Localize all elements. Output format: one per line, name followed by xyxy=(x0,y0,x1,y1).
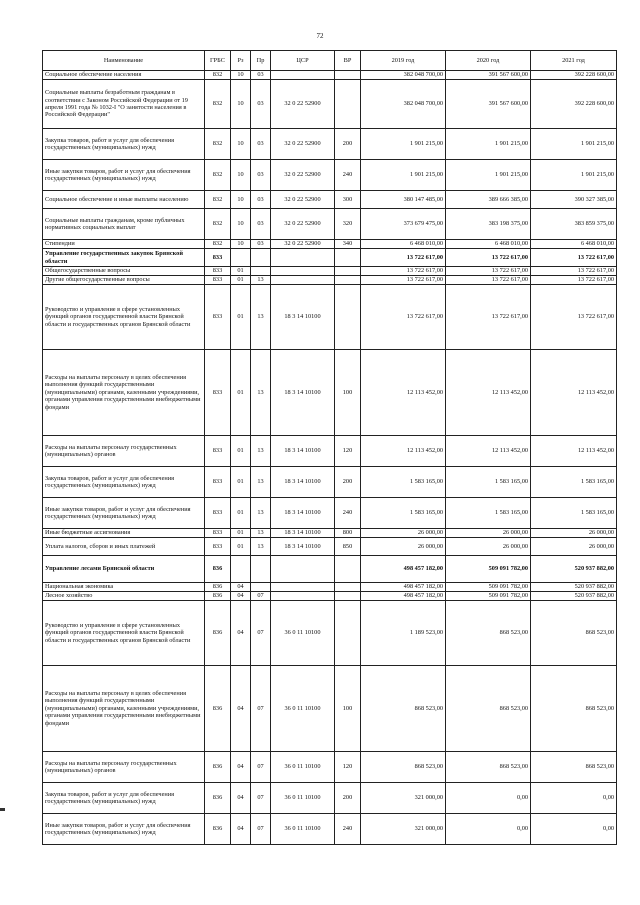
row-2021: 1 901 215,00 xyxy=(531,160,617,191)
table-row xyxy=(43,436,617,467)
row-csr: 18 3 14 10100 xyxy=(271,436,335,467)
row-pr: 03 xyxy=(251,209,271,240)
row-rz: 01 xyxy=(231,436,251,467)
row-csr xyxy=(271,276,335,285)
row-2020: 391 567 600,00 xyxy=(446,80,531,129)
row-vr: 320 xyxy=(335,209,361,240)
row-rz xyxy=(231,249,251,267)
table-row xyxy=(43,267,617,276)
row-csr: 36 0 11 10100 xyxy=(271,814,335,845)
row-pr: 03 xyxy=(251,71,271,80)
row-name: Социальное обеспечение и иные выплаты населению xyxy=(43,191,205,209)
row-grbs: 833 xyxy=(205,467,231,498)
header-2019: 2019 год xyxy=(361,51,446,71)
row-rz: 10 xyxy=(231,80,251,129)
table-row xyxy=(43,129,617,160)
row-grbs: 836 xyxy=(205,592,231,601)
row-pr: 03 xyxy=(251,160,271,191)
row-grbs: 836 xyxy=(205,583,231,592)
row-2020: 391 567 600,00 xyxy=(446,71,531,80)
row-rz: 10 xyxy=(231,209,251,240)
row-pr xyxy=(251,267,271,276)
row-rz: 01 xyxy=(231,529,251,538)
row-2021: 13 722 617,00 xyxy=(531,285,617,350)
row-vr xyxy=(335,285,361,350)
row-grbs: 833 xyxy=(205,249,231,267)
row-rz: 01 xyxy=(231,285,251,350)
row-name: Иные бюджетные ассигнования xyxy=(43,529,205,538)
row-grbs: 832 xyxy=(205,80,231,129)
row-name: Закупка товаров, работ и услуг для обеспечения государственных (муниципальных) нужд xyxy=(43,783,205,814)
row-2020: 13 722 617,00 xyxy=(446,276,531,285)
row-2019: 382 048 700,00 xyxy=(361,80,446,129)
row-2020: 1 901 215,00 xyxy=(446,160,531,191)
row-name: Расходы на выплаты персоналу в целях обеспечения выполнения функций государственными (муниципальными) органами, казенными учреждениями, органами управления государственными внебюджетными фондами xyxy=(43,350,205,436)
table-row xyxy=(43,601,617,666)
row-csr: 18 3 14 10100 xyxy=(271,498,335,529)
row-2019: 12 113 452,00 xyxy=(361,350,446,436)
row-2019: 26 000,00 xyxy=(361,538,446,556)
row-grbs: 833 xyxy=(205,350,231,436)
row-pr: 13 xyxy=(251,276,271,285)
row-2019: 498 457 182,00 xyxy=(361,583,446,592)
row-rz: 10 xyxy=(231,160,251,191)
row-csr: 32 0 22 52900 xyxy=(271,209,335,240)
table-row xyxy=(43,276,617,285)
table-row xyxy=(43,160,617,191)
row-vr: 240 xyxy=(335,160,361,191)
row-grbs: 833 xyxy=(205,538,231,556)
row-2019: 1 189 523,00 xyxy=(361,601,446,666)
row-name: Расходы на выплаты персоналу в целях обеспечения выполнения функций государственными (муниципальными) органами, казенными учреждениями, органами управления государственными внебюджетными фондами xyxy=(43,666,205,752)
row-rz: 01 xyxy=(231,276,251,285)
row-2020: 868 523,00 xyxy=(446,666,531,752)
scan-mark xyxy=(0,808,5,811)
row-csr: 36 0 11 10100 xyxy=(271,666,335,752)
row-csr: 32 0 22 52900 xyxy=(271,160,335,191)
row-pr: 07 xyxy=(251,601,271,666)
row-vr: 200 xyxy=(335,783,361,814)
row-vr xyxy=(335,601,361,666)
header-csr: ЦСР xyxy=(271,51,335,71)
row-grbs: 836 xyxy=(205,814,231,845)
row-name: Иные закупки товаров, работ и услуг для обеспечения государственных (муниципальных) нужд xyxy=(43,498,205,529)
row-pr: 03 xyxy=(251,80,271,129)
row-2019: 12 113 452,00 xyxy=(361,436,446,467)
row-2019: 1 901 215,00 xyxy=(361,160,446,191)
row-2020: 26 000,00 xyxy=(446,529,531,538)
table-header-row xyxy=(43,51,617,71)
table-row xyxy=(43,583,617,592)
page-number: 72 xyxy=(316,32,324,40)
row-2021: 868 523,00 xyxy=(531,666,617,752)
row-grbs: 836 xyxy=(205,556,231,583)
row-grbs: 832 xyxy=(205,71,231,80)
row-pr: 13 xyxy=(251,467,271,498)
row-2021: 520 937 882,00 xyxy=(531,583,617,592)
row-grbs: 833 xyxy=(205,285,231,350)
row-2020: 13 722 617,00 xyxy=(446,249,531,267)
row-rz: 04 xyxy=(231,583,251,592)
row-2020: 0,00 xyxy=(446,783,531,814)
row-2021: 6 468 010,00 xyxy=(531,240,617,249)
row-csr: 36 0 11 10100 xyxy=(271,601,335,666)
row-vr: 300 xyxy=(335,191,361,209)
row-rz xyxy=(231,556,251,583)
row-csr xyxy=(271,556,335,583)
row-name: Другие общегосударственные вопросы xyxy=(43,276,205,285)
row-rz: 10 xyxy=(231,71,251,80)
row-2020: 26 000,00 xyxy=(446,538,531,556)
row-rz: 04 xyxy=(231,601,251,666)
row-rz: 04 xyxy=(231,592,251,601)
row-vr: 240 xyxy=(335,814,361,845)
row-pr: 03 xyxy=(251,191,271,209)
row-grbs: 833 xyxy=(205,436,231,467)
row-2019: 321 000,00 xyxy=(361,814,446,845)
row-csr: 18 3 14 10100 xyxy=(271,529,335,538)
row-csr: 32 0 22 52900 xyxy=(271,80,335,129)
row-2020: 509 091 782,00 xyxy=(446,592,531,601)
row-rz: 10 xyxy=(231,240,251,249)
row-grbs: 833 xyxy=(205,276,231,285)
table-row xyxy=(43,191,617,209)
row-pr: 13 xyxy=(251,529,271,538)
row-vr xyxy=(335,71,361,80)
row-name: Иные закупки товаров, работ и услуг для обеспечения государственных (муниципальных) нужд xyxy=(43,814,205,845)
row-pr xyxy=(251,583,271,592)
row-2020: 12 113 452,00 xyxy=(446,350,531,436)
row-vr xyxy=(335,249,361,267)
row-name: Социальные выплаты гражданам, кроме публичных нормативных социальных выплат xyxy=(43,209,205,240)
table-row xyxy=(43,783,617,814)
row-csr: 32 0 22 52900 xyxy=(271,129,335,160)
row-grbs: 833 xyxy=(205,498,231,529)
row-name: Социальные выплаты безработным гражданам в соответствии с Законом Российской Федерации от 19 апреля 1991 года № 1032-I "О занятости населения в Российской Федерации" xyxy=(43,80,205,129)
row-rz: 01 xyxy=(231,350,251,436)
row-2019: 321 000,00 xyxy=(361,783,446,814)
row-name: Управление государственных закупок Брянской области xyxy=(43,249,205,267)
row-grbs: 833 xyxy=(205,267,231,276)
row-pr: 07 xyxy=(251,814,271,845)
row-2021: 0,00 xyxy=(531,783,617,814)
row-name: Расходы на выплаты персоналу государственных (муниципальных) органов xyxy=(43,752,205,783)
header-2020: 2020 год xyxy=(446,51,531,71)
table-row xyxy=(43,285,617,350)
row-2021: 12 113 452,00 xyxy=(531,436,617,467)
row-2019: 13 722 617,00 xyxy=(361,285,446,350)
row-name: Руководство и управление в сфере установленных функций органов государственной власти Брянской области и государственных органов Брянской области xyxy=(43,601,205,666)
row-2019: 373 679 475,00 xyxy=(361,209,446,240)
row-vr: 200 xyxy=(335,467,361,498)
row-pr: 13 xyxy=(251,538,271,556)
table-row xyxy=(43,814,617,845)
row-name: Национальная экономика xyxy=(43,583,205,592)
row-2019: 6 468 010,00 xyxy=(361,240,446,249)
row-2019: 498 457 182,00 xyxy=(361,592,446,601)
row-pr xyxy=(251,249,271,267)
row-pr: 03 xyxy=(251,129,271,160)
row-name: Закупка товаров, работ и услуг для обеспечения государственных (муниципальных) нужд xyxy=(43,467,205,498)
row-rz: 01 xyxy=(231,467,251,498)
row-vr: 340 xyxy=(335,240,361,249)
row-2019: 868 523,00 xyxy=(361,666,446,752)
row-vr xyxy=(335,583,361,592)
row-csr: 36 0 11 10100 xyxy=(271,783,335,814)
row-2020: 12 113 452,00 xyxy=(446,436,531,467)
row-2019: 1 583 165,00 xyxy=(361,467,446,498)
table-row xyxy=(43,240,617,249)
row-2021: 392 228 600,00 xyxy=(531,80,617,129)
row-csr: 18 3 14 10100 xyxy=(271,538,335,556)
row-2020: 389 666 385,00 xyxy=(446,191,531,209)
row-vr: 800 xyxy=(335,529,361,538)
table-row xyxy=(43,666,617,752)
row-vr xyxy=(335,276,361,285)
row-vr: 200 xyxy=(335,129,361,160)
row-rz: 04 xyxy=(231,752,251,783)
row-2020: 13 722 617,00 xyxy=(446,267,531,276)
header-vr: ВР xyxy=(335,51,361,71)
table-row xyxy=(43,71,617,80)
table-row xyxy=(43,467,617,498)
row-2020: 6 468 010,00 xyxy=(446,240,531,249)
row-csr: 18 3 14 10100 xyxy=(271,350,335,436)
row-csr xyxy=(271,592,335,601)
row-name: Управление лесами Брянской области xyxy=(43,556,205,583)
header-grbs: ГРБС xyxy=(205,51,231,71)
table-row xyxy=(43,80,617,129)
row-name: Уплата налогов, сборов и иных платежей xyxy=(43,538,205,556)
row-vr: 100 xyxy=(335,350,361,436)
row-name: Иные закупки товаров, работ и услуг для обеспечения государственных (муниципальных) нужд xyxy=(43,160,205,191)
row-rz: 10 xyxy=(231,191,251,209)
row-2021: 26 000,00 xyxy=(531,538,617,556)
row-csr: 18 3 14 10100 xyxy=(271,467,335,498)
row-2020: 868 523,00 xyxy=(446,752,531,783)
row-pr: 07 xyxy=(251,752,271,783)
row-name: Руководство и управление в сфере установленных функций органов государственной власти Брянской области и государственных органов Брянской области xyxy=(43,285,205,350)
row-rz: 10 xyxy=(231,129,251,160)
row-vr xyxy=(335,80,361,129)
table-row xyxy=(43,209,617,240)
row-name: Стипендии xyxy=(43,240,205,249)
row-csr xyxy=(271,267,335,276)
header-name: Наименование xyxy=(43,51,205,71)
row-2021: 1 901 215,00 xyxy=(531,129,617,160)
row-pr: 07 xyxy=(251,783,271,814)
row-grbs: 832 xyxy=(205,240,231,249)
table-row xyxy=(43,752,617,783)
row-pr: 13 xyxy=(251,285,271,350)
row-csr: 18 3 14 10100 xyxy=(271,285,335,350)
table-row xyxy=(43,556,617,583)
row-rz: 01 xyxy=(231,267,251,276)
row-2019: 13 722 617,00 xyxy=(361,267,446,276)
row-2020: 1 583 165,00 xyxy=(446,467,531,498)
row-vr: 120 xyxy=(335,752,361,783)
table-row xyxy=(43,529,617,538)
row-name: Расходы на выплаты персоналу государственных (муниципальных) органов xyxy=(43,436,205,467)
row-csr: 32 0 22 52900 xyxy=(271,191,335,209)
row-2021: 390 327 385,00 xyxy=(531,191,617,209)
row-2021: 12 113 452,00 xyxy=(531,350,617,436)
row-vr: 240 xyxy=(335,498,361,529)
row-2019: 1 583 165,00 xyxy=(361,498,446,529)
row-pr: 07 xyxy=(251,666,271,752)
row-2021: 868 523,00 xyxy=(531,752,617,783)
row-grbs: 836 xyxy=(205,666,231,752)
row-csr xyxy=(271,249,335,267)
row-grbs: 832 xyxy=(205,160,231,191)
row-2021: 0,00 xyxy=(531,814,617,845)
row-rz: 01 xyxy=(231,538,251,556)
row-2019: 26 000,00 xyxy=(361,529,446,538)
row-2019: 13 722 617,00 xyxy=(361,276,446,285)
row-name: Социальное обеспечение населения xyxy=(43,71,205,80)
row-2021: 13 722 617,00 xyxy=(531,267,617,276)
row-2020: 1 901 215,00 xyxy=(446,129,531,160)
row-vr: 100 xyxy=(335,666,361,752)
row-vr: 850 xyxy=(335,538,361,556)
row-2020: 509 091 782,00 xyxy=(446,583,531,592)
row-grbs: 836 xyxy=(205,601,231,666)
row-name: Общегосударственные вопросы xyxy=(43,267,205,276)
row-vr xyxy=(335,592,361,601)
table-row xyxy=(43,249,617,267)
row-csr: 36 0 11 10100 xyxy=(271,752,335,783)
row-2021: 520 937 882,00 xyxy=(531,556,617,583)
row-2020: 13 722 617,00 xyxy=(446,285,531,350)
row-grbs: 836 xyxy=(205,752,231,783)
budget-table xyxy=(42,50,617,845)
row-2021: 520 937 882,00 xyxy=(531,592,617,601)
row-csr xyxy=(271,71,335,80)
row-2019: 13 722 617,00 xyxy=(361,249,446,267)
row-2021: 1 583 165,00 xyxy=(531,467,617,498)
row-2020: 509 091 782,00 xyxy=(446,556,531,583)
row-csr: 32 0 22 52900 xyxy=(271,240,335,249)
row-rz: 04 xyxy=(231,814,251,845)
row-grbs: 832 xyxy=(205,209,231,240)
row-2020: 0,00 xyxy=(446,814,531,845)
row-2021: 868 523,00 xyxy=(531,601,617,666)
row-2019: 868 523,00 xyxy=(361,752,446,783)
row-2021: 383 859 375,00 xyxy=(531,209,617,240)
table-row xyxy=(43,498,617,529)
row-2019: 380 147 485,00 xyxy=(361,191,446,209)
row-grbs: 836 xyxy=(205,783,231,814)
row-2021: 26 000,00 xyxy=(531,529,617,538)
row-vr xyxy=(335,267,361,276)
row-pr: 13 xyxy=(251,350,271,436)
row-name: Лесное хозяйство xyxy=(43,592,205,601)
header-pr: Пр xyxy=(251,51,271,71)
row-vr xyxy=(335,556,361,583)
row-pr: 13 xyxy=(251,436,271,467)
row-pr: 03 xyxy=(251,240,271,249)
row-2021: 1 583 165,00 xyxy=(531,498,617,529)
row-rz: 01 xyxy=(231,498,251,529)
table-row xyxy=(43,538,617,556)
row-2021: 13 722 617,00 xyxy=(531,276,617,285)
row-rz: 04 xyxy=(231,783,251,814)
row-2021: 392 228 600,00 xyxy=(531,71,617,80)
header-2021: 2021 год xyxy=(531,51,617,71)
table-row xyxy=(43,592,617,601)
row-pr: 13 xyxy=(251,498,271,529)
table-body xyxy=(43,71,617,845)
header-rz: Рз xyxy=(231,51,251,71)
row-vr: 120 xyxy=(335,436,361,467)
table-row xyxy=(43,350,617,436)
row-name: Закупка товаров, работ и услуг для обеспечения государственных (муниципальных) нужд xyxy=(43,129,205,160)
row-grbs: 833 xyxy=(205,529,231,538)
row-csr xyxy=(271,583,335,592)
row-2021: 13 722 617,00 xyxy=(531,249,617,267)
row-2019: 498 457 182,00 xyxy=(361,556,446,583)
row-grbs: 832 xyxy=(205,129,231,160)
row-grbs: 832 xyxy=(205,191,231,209)
row-2020: 868 523,00 xyxy=(446,601,531,666)
row-2020: 1 583 165,00 xyxy=(446,498,531,529)
row-pr xyxy=(251,556,271,583)
row-2019: 1 901 215,00 xyxy=(361,129,446,160)
row-2019: 382 048 700,00 xyxy=(361,71,446,80)
row-pr: 07 xyxy=(251,592,271,601)
row-rz: 04 xyxy=(231,666,251,752)
row-2020: 383 198 375,00 xyxy=(446,209,531,240)
